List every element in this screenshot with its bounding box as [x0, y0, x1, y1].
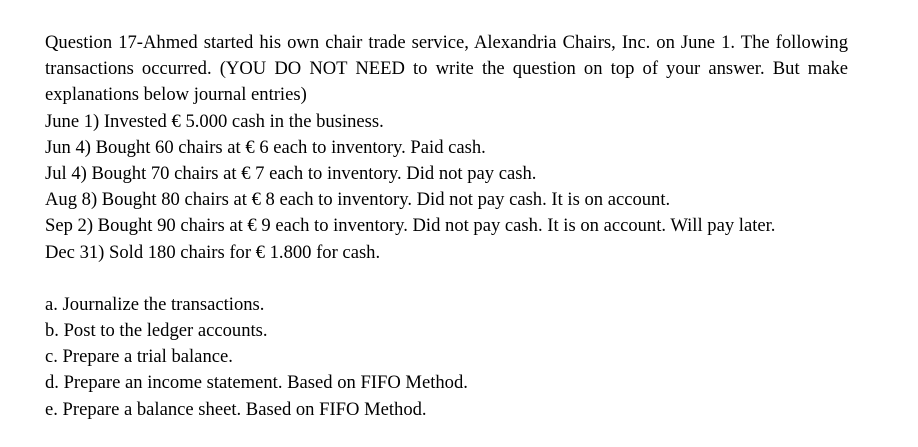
task-item: c. Prepare a trial balance.	[45, 346, 233, 368]
task-list	[45, 292, 848, 423]
task-item: a. Journalize the transactions.	[45, 293, 265, 315]
transaction-item: Aug 8) Bought 80 chairs at € 8 each to inventory. Did not pay cash. It is on account.	[45, 189, 671, 211]
transaction-item: Jul 4) Bought 70 chairs at € 7 each to inventory. Did not pay cash.	[45, 163, 537, 185]
blank-line	[45, 266, 848, 292]
transaction-item: June 1) Invested € 5.000 cash in the business.	[45, 110, 384, 132]
transaction-item: Jun 4) Bought 60 chairs at € 6 each to inventory. Paid cash.	[45, 136, 486, 158]
document-body	[45, 30, 848, 423]
task-item: e. Prepare a balance sheet. Based on FIFO Method.	[45, 398, 427, 420]
transaction-item: Sep 2) Bought 90 chairs at € 9 each to inventory. Did not pay cash. It is on account. Will pay later.	[45, 215, 776, 237]
task-item: d. Prepare an income statement. Based on FIFO Method.	[45, 372, 468, 394]
transaction-item: Dec 31) Sold 180 chairs for € 1.800 for cash.	[45, 241, 381, 263]
task-item: b. Post to the ledger accounts.	[45, 320, 268, 342]
transaction-list	[45, 109, 848, 266]
question-text: Question 17-Ahmed started his own chair trade service, Alexandria Chairs, Inc. on June 1. The following transactions occurred. (YOU DO NOT NEED to write the question on top of your answer. But make explanations below journal entries)	[45, 32, 848, 106]
